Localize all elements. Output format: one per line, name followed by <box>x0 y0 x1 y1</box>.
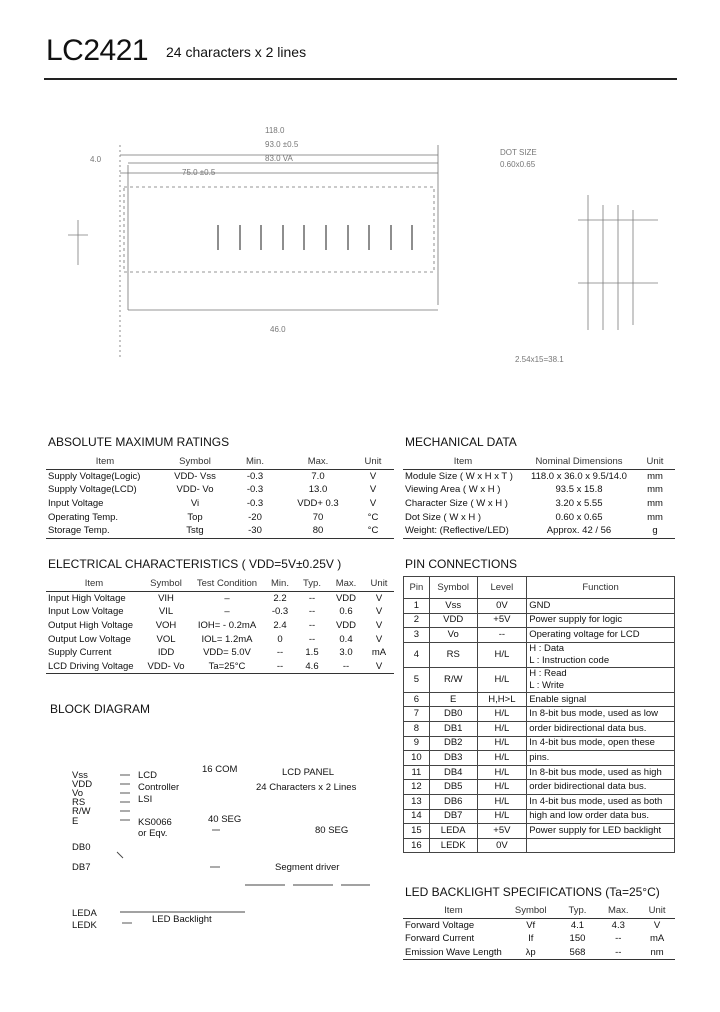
pin-level: H/L <box>477 809 527 824</box>
pin-symbol: DB3 <box>429 751 477 766</box>
table-cell: 2.2 <box>273 592 287 604</box>
col-unit: Unit <box>364 456 382 468</box>
table-row <box>46 510 394 524</box>
pin-row <box>404 794 675 809</box>
table-cell: 80 <box>312 525 324 537</box>
pin-level: +5V <box>477 613 527 628</box>
col-symbol: Symbol <box>429 577 477 599</box>
led-title: LED BACKLIGHT SPECIFICATIONS (Ta=25°C) <box>405 885 660 899</box>
col-condition: Test Condition <box>196 577 258 589</box>
table-cell: -30 <box>248 525 262 537</box>
pin-symbol: DB2 <box>429 736 477 751</box>
page-title: LC2421 <box>46 34 149 67</box>
pin-level: H/L <box>477 751 527 766</box>
table-cell: VOL <box>156 633 176 645</box>
table-cell: °C <box>367 511 379 523</box>
table-cell: Supply Voltage(Logic) <box>48 470 141 482</box>
table-cell: -- <box>276 647 284 659</box>
dim-pcb-width: 93.0 ±0.5 <box>265 140 299 149</box>
table-cell: Vi <box>190 498 200 510</box>
pin-symbol: DB5 <box>429 780 477 795</box>
col-symbol: Symbol <box>514 905 547 917</box>
dim-module-width: 118.0 <box>265 126 285 135</box>
pin-function: In 4-bit bus mode, used as both <box>527 794 675 809</box>
table-cell: Output High Voltage <box>48 620 134 632</box>
pin-row <box>404 780 675 795</box>
table-cell: -- <box>615 947 622 959</box>
table-cell: -0.3 <box>246 470 264 482</box>
table-cell: V <box>375 592 383 604</box>
dim-active-width: 75.0 ±0.5 <box>182 168 216 177</box>
pin-function: In 8-bit bus mode, used as low <box>527 707 675 722</box>
table-cell: Emission Wave Length <box>405 947 502 959</box>
table-cell: -0.3 <box>271 606 289 618</box>
panel-title: LCD PANEL <box>282 767 335 778</box>
pin-function <box>527 838 675 853</box>
table-cell: VDD <box>335 592 357 604</box>
pin-row <box>404 809 675 824</box>
pin-number: 9 <box>404 736 430 751</box>
pin-symbol: E <box>429 692 477 707</box>
table-cell: If <box>528 933 534 945</box>
col-item: Item <box>453 456 473 468</box>
pin-number: 2 <box>404 613 430 628</box>
signal-vo: Vo <box>72 788 84 799</box>
table-cell: Input Voltage <box>48 498 104 510</box>
pin-row <box>404 765 675 780</box>
table-cell: V <box>375 660 383 672</box>
table-row <box>46 524 394 538</box>
dim-hole-pitch: 46.0 <box>270 325 286 334</box>
table-cell: 4.1 <box>570 919 585 931</box>
table-cell: VDD- Vss <box>174 470 216 482</box>
pin-number: 6 <box>404 692 430 707</box>
col-item: Item <box>444 905 463 917</box>
table-cell: 3.0 <box>339 647 353 659</box>
table-cell: Character Size ( W x H ) <box>405 498 508 510</box>
pin-number: 15 <box>404 824 430 839</box>
pin-function: order bidirectional data bus. <box>527 780 675 795</box>
elec-table <box>46 577 394 674</box>
pin-number: 11 <box>404 765 430 780</box>
controller-block: LCD Controller LSI <box>138 770 180 805</box>
signal-e: E <box>72 816 79 827</box>
table-cell: Forward Current <box>405 933 475 945</box>
dot-size-value: 0.60x0.65 <box>500 160 536 169</box>
table-cell: -0.3 <box>246 484 264 496</box>
pin-row <box>404 628 675 643</box>
table-row <box>403 510 675 524</box>
led-table <box>403 904 675 960</box>
pin-row <box>404 599 675 614</box>
table-cell: mm <box>647 470 663 482</box>
table-cell: Top <box>187 511 203 523</box>
pin-row <box>404 642 675 667</box>
pin-function: H : Data L : Instruction code <box>527 642 675 667</box>
pin-number: 10 <box>404 751 430 766</box>
dim-edge-offset: 4.0 <box>90 155 102 164</box>
pins-title: PIN CONNECTIONS <box>405 557 518 571</box>
table-cell: Viewing Area ( W x H ) <box>405 484 501 496</box>
pin-level: H/L <box>477 707 527 722</box>
table-cell: 2.4 <box>273 620 287 632</box>
pin-function: In 8-bit bus mode, used as high <box>527 765 675 780</box>
page-subtitle: 24 characters x 2 lines <box>166 44 307 60</box>
pin-row <box>404 824 675 839</box>
pin-function: Power supply for LED backlight <box>527 824 675 839</box>
col-typ: Typ. <box>303 578 321 590</box>
table-cell: 3.20 x 5.55 <box>555 498 603 510</box>
col-item: Item <box>84 578 104 590</box>
table-cell: 4.3 <box>611 919 625 931</box>
table-cell: mm <box>647 484 663 496</box>
pin-symbol: DB4 <box>429 765 477 780</box>
table-cell: 568 <box>569 947 586 959</box>
table-cell: 93.5 x 15.8 <box>555 484 603 496</box>
table-cell: VIH <box>158 592 174 604</box>
table-header-row <box>46 577 394 591</box>
table-cell: 0.60 x 0.65 <box>555 511 603 523</box>
table-row <box>46 497 394 511</box>
pin-row <box>404 736 675 751</box>
table-cell: V <box>369 498 377 510</box>
table-header-row <box>403 455 675 469</box>
table-cell: LCD Driving Voltage <box>48 660 134 672</box>
table-row <box>403 483 675 497</box>
table-cell: IDD <box>157 647 175 659</box>
table-cell: VDD- Vo <box>176 484 214 496</box>
table-cell: Supply Voltage(LCD) <box>48 484 137 496</box>
table-cell: 0.4 <box>339 633 353 645</box>
table-cell: Ta=25°C <box>208 660 246 672</box>
table-cell: Dot Size ( W x H ) <box>405 511 482 523</box>
pin-number: 8 <box>404 721 430 736</box>
col-min: Min. <box>271 578 289 590</box>
col-symbol: Symbol <box>179 456 211 468</box>
table-row <box>46 660 394 674</box>
pin-level: -- <box>477 628 527 643</box>
table-header-row <box>404 577 675 599</box>
pin-level: 0V <box>477 599 527 614</box>
pin-symbol: LEDK <box>429 838 477 853</box>
pin-level: H/L <box>477 780 527 795</box>
pin-function: In 4-bit bus mode, open these <box>527 736 675 751</box>
pin-number: 5 <box>404 667 430 692</box>
pin-symbol: Vss <box>429 599 477 614</box>
pin-function: order bidirectional data bus. <box>527 721 675 736</box>
table-cell: Input High Voltage <box>48 592 126 604</box>
pin-row <box>404 721 675 736</box>
table-cell: mm <box>647 511 663 523</box>
col-max: Max. <box>335 578 357 590</box>
col-item: Item <box>95 456 115 468</box>
table-cell: VIL <box>158 606 174 618</box>
table-row <box>403 524 675 538</box>
col-typ: Typ. <box>568 905 587 917</box>
col-pin: Pin <box>404 577 430 599</box>
table-cell: V <box>375 620 383 632</box>
table-cell: IOL= 1.2mA <box>201 633 253 645</box>
table-row <box>46 483 394 497</box>
table-cell: 4.6 <box>305 660 319 672</box>
signal-rw: R/W <box>72 806 91 817</box>
table-cell: VDD= 5.0V <box>203 647 251 659</box>
pin-symbol: DB1 <box>429 721 477 736</box>
pin-level: H/L <box>477 765 527 780</box>
backlight-label: LED Backlight <box>152 914 212 925</box>
col-level: Level <box>477 577 527 599</box>
signal-ledk: LEDK <box>72 920 97 931</box>
table-header-row <box>46 455 394 469</box>
table-cell: Operating Temp. <box>48 511 119 523</box>
signal-db0: DB0 <box>72 842 91 853</box>
col-symbol: Symbol <box>150 578 182 590</box>
table-cell: Module Size ( W x H x T ) <box>405 470 513 482</box>
pin-function: Enable signal <box>527 692 675 707</box>
table-cell: VOH <box>155 620 177 632</box>
table-row <box>403 497 675 511</box>
col-max: Max. <box>607 905 629 917</box>
table-cell: V <box>369 470 377 482</box>
table-cell: VDD+ 0.3 <box>297 498 339 510</box>
table-row <box>46 605 394 619</box>
table-cell: 7.0 <box>311 470 325 482</box>
pins-table <box>403 576 675 853</box>
table-cell: IOH= - 0.2mA <box>197 620 257 632</box>
dot-size-label: DOT SIZE <box>500 148 537 157</box>
table-cell: 0.6 <box>339 606 353 618</box>
pin-symbol: R/W <box>429 667 477 692</box>
table-cell: V <box>375 633 383 645</box>
table-cell: Tstg <box>186 525 204 537</box>
pin-level: 0V <box>477 838 527 853</box>
pin-number: 14 <box>404 809 430 824</box>
table-cell: mA <box>371 647 387 659</box>
table-cell: Storage Temp. <box>48 525 110 537</box>
table-cell: 1.5 <box>305 647 319 659</box>
dim-pin-pitch: 2.54x15=38.1 <box>515 355 564 364</box>
pin-symbol: Vo <box>429 628 477 643</box>
table-cell: 0 <box>277 633 283 645</box>
table-row <box>403 932 675 946</box>
table-row <box>46 632 394 646</box>
pin-level: H,H>L <box>477 692 527 707</box>
table-cell: -- <box>276 660 284 672</box>
table-cell: VDD- Vo <box>147 660 185 672</box>
table-cell: -- <box>308 620 316 632</box>
signal-db7: DB7 <box>72 862 91 873</box>
pin-function: GND <box>527 599 675 614</box>
pin-number: 3 <box>404 628 430 643</box>
table-cell: -- <box>308 633 316 645</box>
table-cell: Input Low Voltage <box>48 606 124 618</box>
segment-driver-label: Segment driver <box>275 862 340 873</box>
table-row <box>46 591 394 605</box>
elec-title <box>48 557 341 571</box>
elec-title-text: ELECTRICAL CHARACTERISTICS <box>48 557 239 571</box>
table-cell: V <box>369 484 377 496</box>
table-row <box>46 646 394 660</box>
table-row <box>46 469 394 483</box>
table-cell: 150 <box>569 933 586 945</box>
signal-vdd: VDD <box>72 779 93 790</box>
block-title: BLOCK DIAGRAM <box>50 702 151 716</box>
com-label: 16 COM <box>202 764 238 775</box>
pin-number: 13 <box>404 794 430 809</box>
pin-row <box>404 613 675 628</box>
pin-function: Power supply for logic <box>527 613 675 628</box>
table-row <box>403 946 675 960</box>
abs-max-title: ABSOLUTE MAXIMUM RATINGS <box>48 435 230 449</box>
signal-vss: Vss <box>72 770 88 781</box>
signal-rs: RS <box>72 797 86 808</box>
pin-function: pins. <box>527 751 675 766</box>
table-cell: 118.0 x 36.0 x 9.5/14.0 <box>531 470 627 482</box>
pin-function: H : Read L : Write <box>527 667 675 692</box>
title-divider <box>44 78 677 80</box>
table-cell: Weight: (Reflective/LED) <box>405 525 509 537</box>
signal-leda: LEDA <box>72 908 97 919</box>
pin-number: 7 <box>404 707 430 722</box>
pin-symbol: VDD <box>429 613 477 628</box>
mech-table <box>403 455 675 539</box>
pin-row <box>404 751 675 766</box>
col-dimensions: Nominal Dimensions <box>535 456 623 468</box>
character-cells <box>218 225 412 250</box>
table-cell: °C <box>367 525 379 537</box>
table-header-row <box>403 904 675 918</box>
table-row <box>403 469 675 483</box>
table-row <box>403 918 675 932</box>
pin-level: H/L <box>477 721 527 736</box>
pin-level: H/L <box>477 794 527 809</box>
pin-number: 4 <box>404 642 430 667</box>
table-cell: 70 <box>312 511 324 523</box>
pin-function: high and low order data bus. <box>527 809 675 824</box>
table-cell: Forward Voltage <box>405 919 475 931</box>
abs-max-table <box>46 455 394 539</box>
table-cell: -0.3 <box>246 498 264 510</box>
table-cell: -- <box>308 592 316 604</box>
table-cell: Vf <box>526 919 536 931</box>
pin-number: 1 <box>404 599 430 614</box>
dim-viewing-width: 83.0 VA <box>265 154 293 163</box>
pin-symbol: LEDA <box>429 824 477 839</box>
pin-symbol: DB6 <box>429 794 477 809</box>
pin-symbol: RS <box>429 642 477 667</box>
col-unit: Unit <box>646 456 664 468</box>
table-cell: Output Low Voltage <box>48 633 131 645</box>
col-unit: Unit <box>370 578 388 590</box>
col-min: Min. <box>246 456 264 468</box>
table-cell: mm <box>647 498 663 510</box>
mech-title: MECHANICAL DATA <box>405 435 517 449</box>
pin-symbol: DB0 <box>429 707 477 722</box>
pin-function: Operating voltage for LCD <box>527 628 675 643</box>
col-function: Function <box>527 577 675 599</box>
pin-level: +5V <box>477 824 527 839</box>
table-cell: -- <box>308 606 316 618</box>
pin-row <box>404 707 675 722</box>
table-cell: λp <box>525 947 536 959</box>
mechanical-drawing <box>58 125 668 380</box>
pin-symbol: DB7 <box>429 809 477 824</box>
col-max: Max. <box>307 456 329 468</box>
pin-row <box>404 667 675 692</box>
panel-description: 24 Characters x 2 Lines <box>256 782 357 793</box>
table-cell: -- <box>615 933 622 945</box>
col-unit: Unit <box>648 905 666 917</box>
table-cell: V <box>375 606 383 618</box>
table-cell: -- <box>342 660 350 672</box>
table-cell: Approx. 42 / 56 <box>546 525 612 537</box>
pin-number: 12 <box>404 780 430 795</box>
table-cell: V <box>653 919 661 931</box>
pin-row <box>404 838 675 853</box>
pin-row <box>404 692 675 707</box>
table-row <box>46 619 394 633</box>
table-cell: Supply Current <box>48 647 112 659</box>
table-cell: nm <box>650 947 664 959</box>
table-cell: – <box>224 606 230 618</box>
pin-level: H/L <box>477 642 527 667</box>
table-cell: -20 <box>248 511 262 523</box>
pin-level: H/L <box>477 667 527 692</box>
seg80-label: 80 SEG <box>315 825 349 836</box>
pin-number: 16 <box>404 838 430 853</box>
table-cell: 13.0 <box>308 484 328 496</box>
table-cell: – <box>224 592 230 604</box>
table-cell: VDD <box>335 620 357 632</box>
seg-label: 40 SEG <box>208 814 242 825</box>
table-cell: mA <box>649 933 665 945</box>
elec-condition: ( VDD=5V±0.25V ) <box>241 557 342 571</box>
table-cell: g <box>652 525 658 537</box>
controller-ic: KS0066 or Eqv. <box>138 817 172 839</box>
pin-level: H/L <box>477 736 527 751</box>
